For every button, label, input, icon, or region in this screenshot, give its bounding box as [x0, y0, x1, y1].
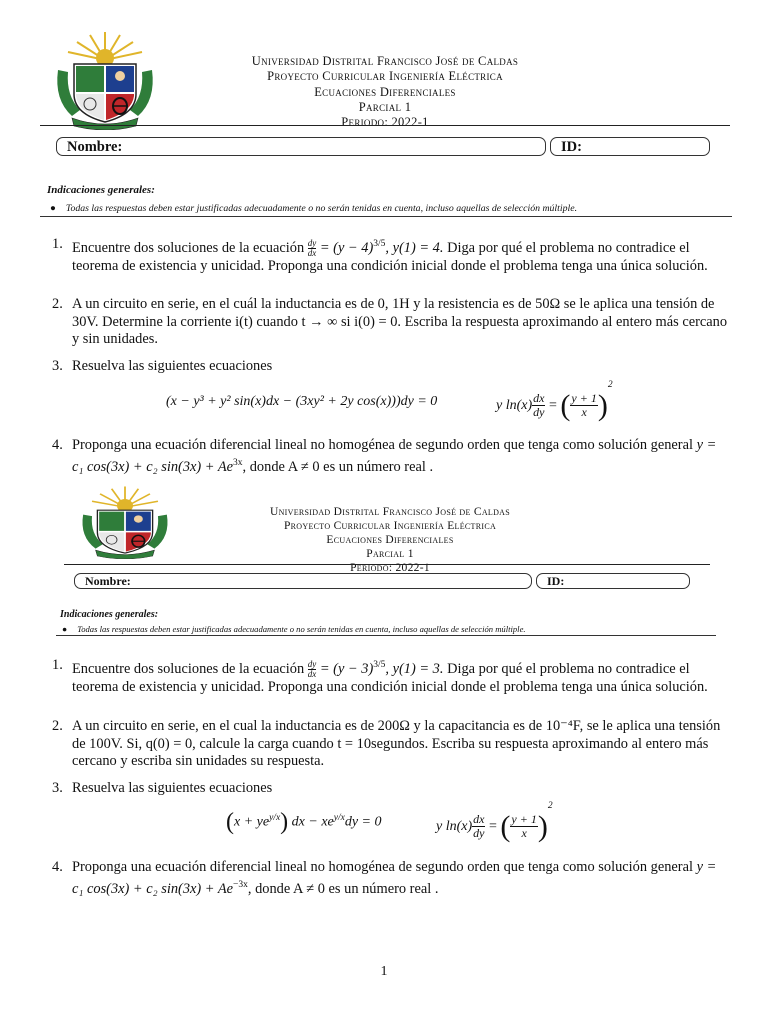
q4-solution: y = c₁ cos(3x) + c₂ sin(3x) + Ae: [72, 859, 717, 897]
q3-equation-2: y ln(x) $\frac{dx}{dy}$ = ( $\frac{y + 1}{x}$ )$^2$: [436, 801, 553, 843]
q1-equation: = (y − 3): [316, 660, 374, 677]
bullet-icon: ●: [62, 624, 68, 634]
instructions-item: [62, 624, 526, 634]
q1-condition: , y(1) = 4.: [385, 239, 444, 256]
id-field[interactable]: [536, 573, 690, 589]
header-university: Universidad Distrital Francisco José de Caldas: [269, 506, 511, 518]
q3-text: Resuelva las siguientes ecuaciones: [72, 780, 273, 796]
q4-solution-post: , donde A ≠ 0 es un número real .: [247, 880, 439, 897]
instructions-item: [50, 203, 577, 214]
q4-exponent: −3x: [233, 879, 248, 890]
instructions-rule: [40, 216, 732, 217]
q1-text-rest: Diga por qué el problema no contradice el teorema de existencia y unicidad. Proponga una condición inicial donde el problema tenga una única solución.: [72, 239, 708, 274]
question-number: 1.: [52, 657, 63, 673]
q1-equation: = (y − 4): [316, 239, 374, 256]
q4-solution-post: , donde A ≠ 0 es un número real .: [242, 458, 434, 475]
q1-exponent: 3/5: [373, 660, 386, 670]
q3-text: Resuelva las siguientes ecuaciones: [72, 358, 273, 374]
instructions-title: Indicaciones generales:: [60, 609, 159, 620]
question-number: 2.: [52, 718, 63, 734]
id-field[interactable]: [550, 137, 710, 156]
q3-equation-1: (x − y³ + y² sin(x)dx − (3xy² + 2y cos(x)))dy = 0: [166, 394, 438, 409]
header-exam: Parcial 1: [358, 99, 412, 114]
university-crest-icon: [76, 485, 174, 559]
q1-condition: , y(1) = 3.: [385, 660, 444, 677]
q3-equation-2: y ln(x) $\frac{dx}{dy}$ = ( $\frac{y + 1}{x}$ )$^2$: [496, 380, 613, 422]
q3-equation-1: $(x + ye^{y/x})$ dx − $xe^{y/x}dy = 0$: [226, 809, 382, 835]
id-label: ID:: [561, 139, 582, 155]
question-number: 3.: [52, 780, 63, 796]
bullet-icon: ●: [50, 203, 56, 214]
name-field[interactable]: [56, 137, 546, 156]
q1-exponent: 3/5: [373, 239, 386, 249]
name-label: Nombre:: [67, 139, 123, 155]
id-label: ID:: [547, 574, 565, 588]
instructions-rule: [56, 635, 716, 636]
instructions-title: Indicaciones generales:: [47, 184, 155, 196]
header-university: Universidad Distrital Francisco José de Caldas: [251, 54, 519, 68]
header-exam: Parcial 1: [366, 548, 414, 561]
header-rule: [64, 564, 710, 565]
header-course: Ecuaciones Diferenciales: [314, 84, 456, 99]
q1-text-pre: Encuentre dos soluciones de la ecuación: [72, 660, 305, 677]
university-crest-icon: [50, 30, 160, 130]
header-rule: [40, 125, 730, 126]
header-program: Proyecto Curricular Ingeniería Eléctrica: [267, 69, 503, 84]
question-number: 4.: [52, 859, 63, 875]
dydx-fraction: $\frac{dy}{dx}$: [307, 237, 317, 258]
header-program: Proyecto Curricular Ingeniería Eléctrica: [283, 520, 497, 533]
q1-text-rest: Diga por qué el problema no contradice el teorema de existencia y unicidad. Proponga una condición inicial donde el problema tenga una única solución.: [72, 660, 708, 695]
q4-exponent: 3x: [233, 457, 243, 468]
header-period: Periodo: 2022-1: [341, 115, 429, 129]
q2-text: A un circuito en serie, en el cuál la inductancia es de 0, 1H y la resistencia es de 50Ω se le aplica una tensión de 30V. Determine la corriente i(t) cuando t → ∞ si i(0) = 0. Escriba la respuesta aproximando al entero más cercano y sin unidades.: [72, 296, 728, 347]
exam-header: [160, 54, 610, 130]
question-number: 3.: [52, 358, 63, 374]
q4-solution: y = c₁ cos(3x) + c₂ sin(3x) + Ae: [72, 437, 717, 475]
q4-text: Proponga una ecuación diferencial lineal no homogénea de segundo orden que tenga como solución general: [72, 859, 693, 875]
name-label: Nombre:: [85, 574, 131, 588]
dydx-fraction: $\frac{dy}{dx}$: [307, 658, 317, 679]
university-logo: [50, 30, 160, 130]
instructions-text: Todas las respuestas deben estar justificadas adecuadamente o no serán tenidas en cuenta, incluso aquellas de selección múltiple.: [77, 624, 526, 634]
page-number: 1: [380, 964, 388, 979]
instructions-text: Todas las respuestas deben estar justificadas adecuadamente o no serán tenidas en cuenta, incluso aquellas de selección múltiple.: [65, 203, 578, 214]
question-number: 2.: [52, 296, 63, 312]
header-period: Periodo: 2022-1: [350, 562, 430, 575]
question-number: 1.: [52, 236, 63, 252]
university-logo: [76, 485, 174, 559]
q1-text-pre: Encuentre dos soluciones de la ecuación: [72, 239, 305, 256]
name-field[interactable]: [74, 573, 532, 589]
q2-text: A un circuito en serie, en el cual la inductancia es de 200Ω y la capacitancia es de 10⁻⁴F, se le aplica una tensión de 100V. Si, q(0) = 0, calcule la carga cuando t = 10segundos. Escriba su respuesta aproximando al entero más cercano y escriba sin unidades su respuesta.: [72, 718, 721, 769]
question-number: 4.: [52, 437, 63, 453]
q4-text: Proponga una ecuación diferencial lineal no homogénea de segundo orden que tenga como solución general: [72, 437, 693, 453]
header-course: Ecuaciones Diferenciales: [326, 534, 454, 547]
